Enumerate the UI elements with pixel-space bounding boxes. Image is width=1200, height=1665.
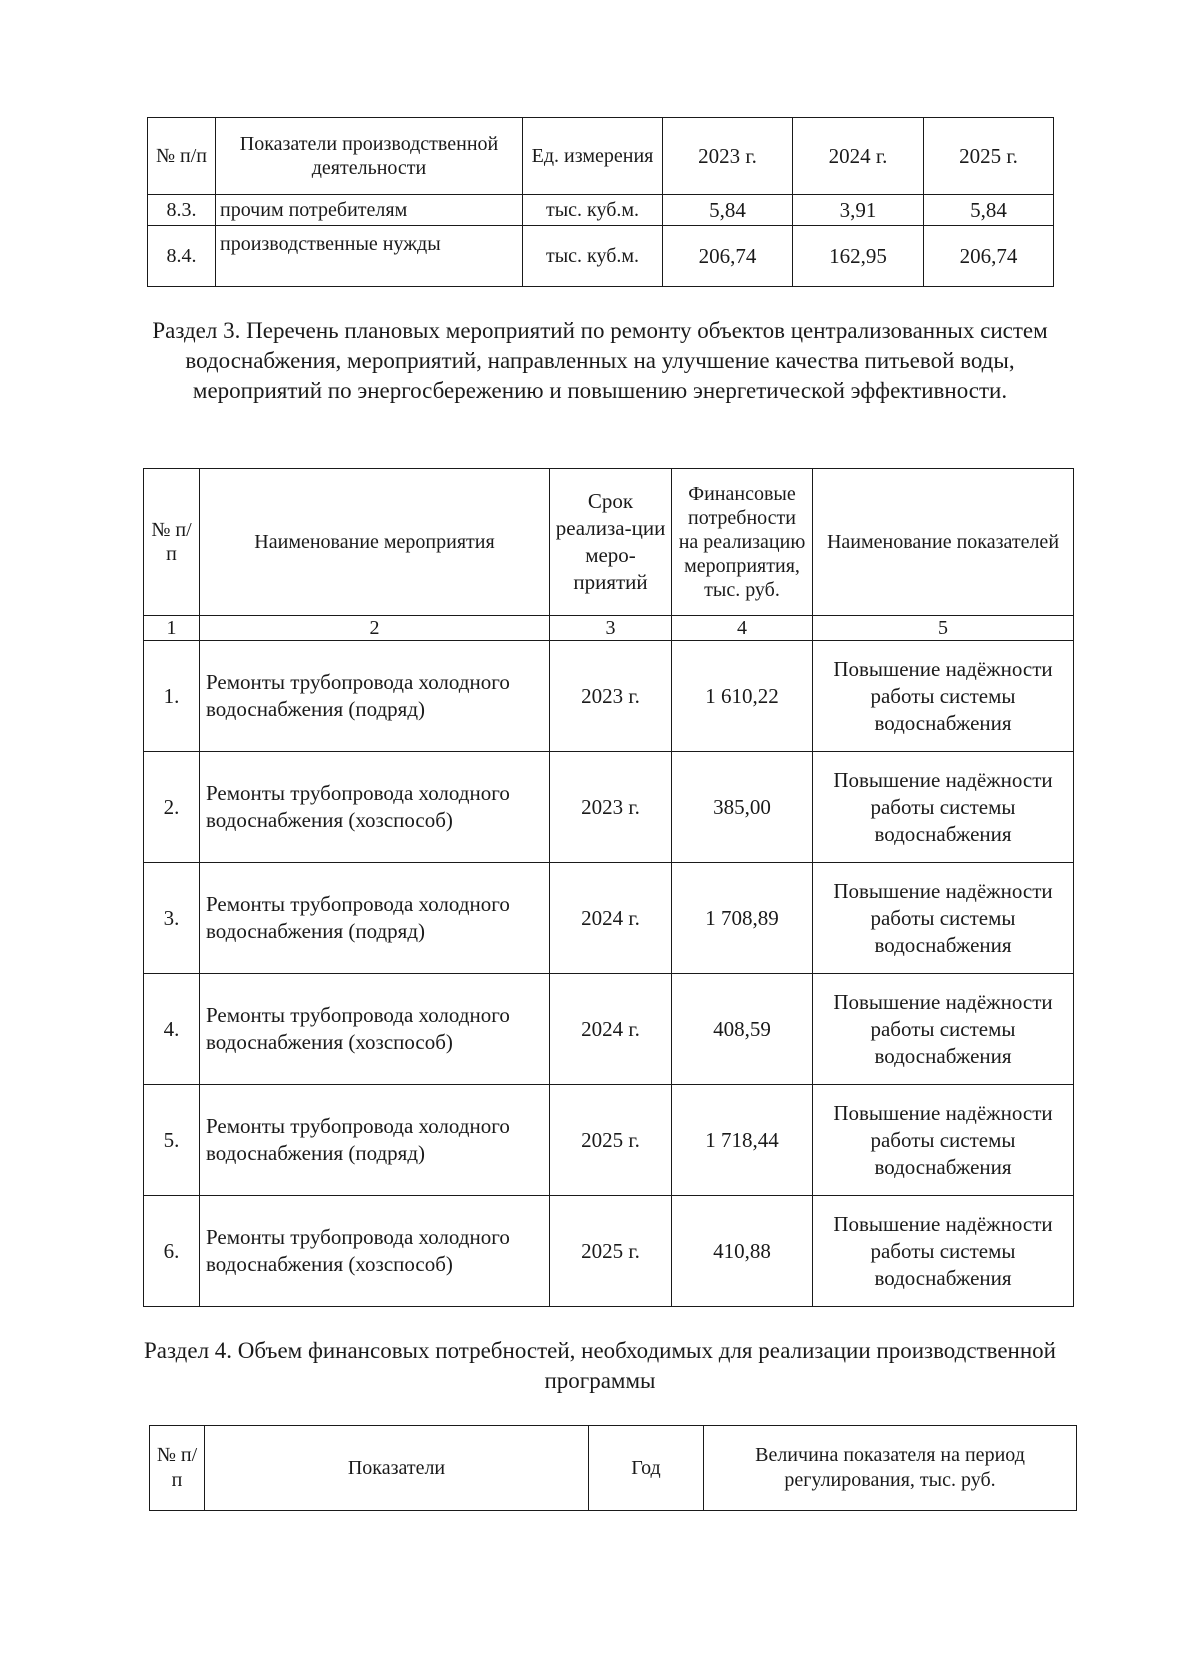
table-cell: 1 718,44 — [672, 1085, 813, 1196]
table-cell: 206,74 — [924, 226, 1054, 287]
table-cell: производственные нужды — [216, 226, 523, 287]
header-cell: Год — [589, 1426, 704, 1511]
table-row — [144, 974, 1074, 1085]
table-cell: 2023 г. — [550, 752, 672, 863]
table-cell: 2023 г. — [550, 641, 672, 752]
table-cell: 6. — [144, 1196, 200, 1307]
table-cell: 8.3. — [148, 195, 216, 226]
header-cell: Показатели — [205, 1426, 589, 1511]
table-cell: Ремонты трубопровода холодного водоснабжения (хозспособ) — [200, 752, 550, 863]
header-cell: 2024 г. — [793, 118, 924, 195]
column-number-cell: 3 — [550, 616, 672, 641]
table-cell: тыс. куб.м. — [523, 195, 663, 226]
table-cell: 8.4. — [148, 226, 216, 287]
table-row — [144, 641, 1074, 752]
planned-measures-table — [143, 468, 1074, 1307]
table-header-row — [144, 469, 1074, 616]
table-cell: прочим потребителям — [216, 195, 523, 226]
table-cell: 410,88 — [672, 1196, 813, 1307]
table-cell: Повышение надёжности работы системы водоснабжения — [813, 1196, 1074, 1307]
header-cell: Величина показателя на период регулирования, тыс. руб. — [704, 1426, 1077, 1511]
table-cell: 5. — [144, 1085, 200, 1196]
table-row — [148, 195, 1054, 226]
table-row — [148, 226, 1054, 287]
table-cell: 1 610,22 — [672, 641, 813, 752]
table-cell: 408,59 — [672, 974, 813, 1085]
header-cell: Срок реализа-ции меро-приятий — [550, 469, 672, 616]
table-cell: 385,00 — [672, 752, 813, 863]
section-4-title: Раздел 4. Объем финансовых потребностей, необходимых для реализации производственной программы — [144, 1338, 1056, 1393]
table-row — [144, 863, 1074, 974]
table-cell: 4. — [144, 974, 200, 1085]
table-cell: 1 708,89 — [672, 863, 813, 974]
table-cell: 162,95 — [793, 226, 924, 287]
financial-needs-table — [149, 1425, 1077, 1511]
table-cell: Ремонты трубопровода холодного водоснабжения (подряд) — [200, 641, 550, 752]
table-cell: Повышение надёжности работы системы водоснабжения — [813, 863, 1074, 974]
table-cell: Ремонты трубопровода холодного водоснабжения (хозспособ) — [200, 1196, 550, 1307]
table-cell: 2025 г. — [550, 1196, 672, 1307]
table-cell: 3. — [144, 863, 200, 974]
table-cell: 5,84 — [924, 195, 1054, 226]
header-cell: Ед. измерения — [523, 118, 663, 195]
table-cell: Ремонты трубопровода холодного водоснабжения (подряд) — [200, 1085, 550, 1196]
section-3-title: Раздел 3. Перечень плановых мероприятий по ремонту объектов централизованных систем водоснабжения, мероприятий, направленных на улучшение качества питьевой воды, мероприятий по энергосбережению и повышению энергетической эффективности. — [152, 318, 1048, 403]
table-header-row — [150, 1426, 1077, 1511]
column-number-row — [144, 616, 1074, 641]
table-row — [144, 752, 1074, 863]
table-cell: 3,91 — [793, 195, 924, 226]
table-cell: 2025 г. — [550, 1085, 672, 1196]
header-cell: Показатели производственной деятельности — [216, 118, 523, 195]
column-number-cell: 1 — [144, 616, 200, 641]
table-cell: 1. — [144, 641, 200, 752]
table-row — [144, 1085, 1074, 1196]
table-cell: Повышение надёжности работы системы водоснабжения — [813, 641, 1074, 752]
table-cell: 2024 г. — [550, 974, 672, 1085]
column-number-cell: 2 — [200, 616, 550, 641]
table-cell: Повышение надёжности работы системы водоснабжения — [813, 752, 1074, 863]
table-cell: 2. — [144, 752, 200, 863]
header-cell: № п/п — [148, 118, 216, 195]
header-cell: 2023 г. — [663, 118, 793, 195]
table-cell: 206,74 — [663, 226, 793, 287]
header-cell: № п/п — [144, 469, 200, 616]
header-cell: Наименование показателей — [813, 469, 1074, 616]
table-cell: 5,84 — [663, 195, 793, 226]
table-cell: Ремонты трубопровода холодного водоснабжения (подряд) — [200, 863, 550, 974]
table-row — [144, 1196, 1074, 1307]
table-cell: Ремонты трубопровода холодного водоснабжения (хозспособ) — [200, 974, 550, 1085]
column-number-cell: 5 — [813, 616, 1074, 641]
header-cell: Финансовые потребности на реализацию мероприятия, тыс. руб. — [672, 469, 813, 616]
table-cell: тыс. куб.м. — [523, 226, 663, 287]
table-cell: Повышение надёжности работы системы водоснабжения — [813, 1085, 1074, 1196]
production-indicators-table — [147, 117, 1054, 287]
table-cell: 2024 г. — [550, 863, 672, 974]
table-header-row — [148, 118, 1054, 195]
header-cell: 2025 г. — [924, 118, 1054, 195]
column-number-cell: 4 — [672, 616, 813, 641]
header-cell: № п/п — [150, 1426, 205, 1511]
header-cell: Наименование мероприятия — [200, 469, 550, 616]
table-cell: Повышение надёжности работы системы водоснабжения — [813, 974, 1074, 1085]
